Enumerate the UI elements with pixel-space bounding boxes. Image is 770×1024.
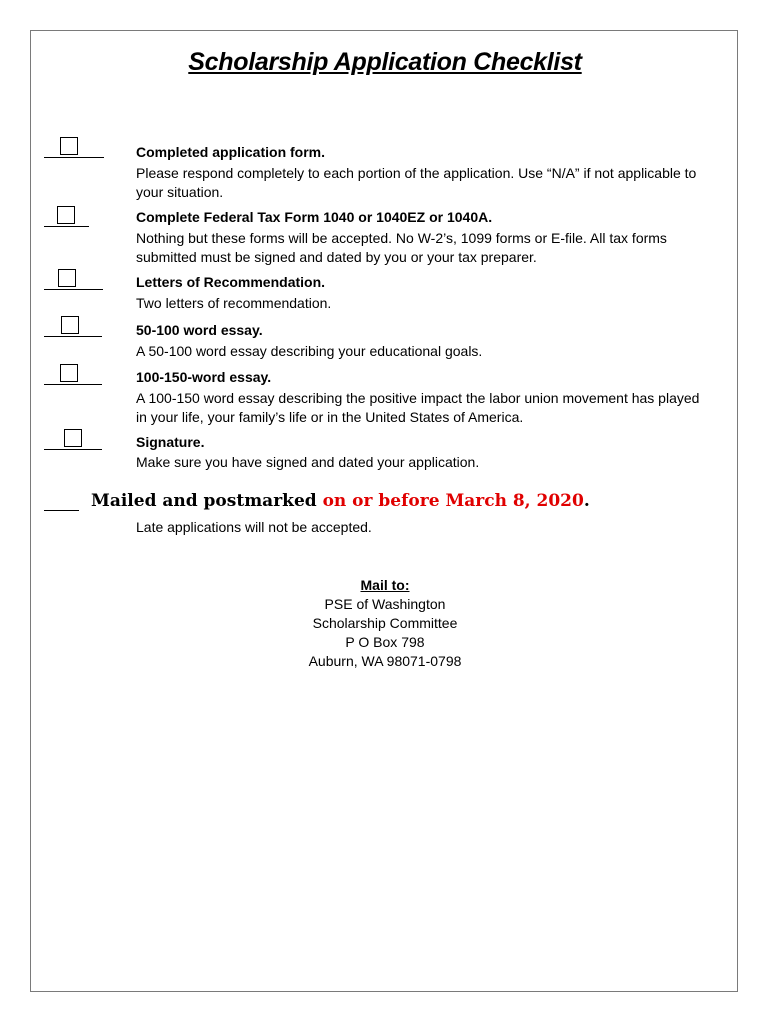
address-line: Auburn, WA 98071-0798	[308, 653, 462, 669]
mailed-statement	[91, 491, 590, 511]
item-title: Complete Federal Tax Form 1040 or 1040EZ or 1040A.	[136, 209, 493, 225]
item-title: 100-150-word essay.	[136, 369, 272, 385]
item-description: Nothing but these forms will be accepted. No W-2’s, 1099 forms or E-file. All tax forms submitted must be signed and dated by you or your tax preparer.	[136, 230, 667, 265]
item-description: Two letters of recommendation.	[136, 295, 332, 311]
address-line: PSE of Washington	[324, 596, 446, 612]
item-title: Signature.	[136, 434, 205, 450]
mailed-period: .	[583, 491, 590, 511]
checkbox[interactable]	[57, 206, 75, 224]
page-title: Scholarship Application Checklist	[188, 48, 582, 76]
mailed-checkbox-line[interactable]	[44, 510, 79, 511]
item-description: A 100-150 word essay describing the positive impact the labor union movement has played in your life, your family’s life or in the United States of America.	[136, 390, 700, 425]
mailing-address	[0, 576, 770, 671]
checkbox[interactable]	[58, 269, 76, 287]
item-description: Please respond completely to each portion of the application. Use “N/A” if not applicable to your situation.	[136, 165, 697, 200]
checkbox[interactable]	[60, 137, 78, 155]
item-description: A 50-100 word essay describing your educational goals.	[136, 343, 483, 359]
mailed-deadline: on or before March 8, 2020	[322, 491, 584, 511]
checkbox-line[interactable]	[44, 316, 102, 337]
checkbox[interactable]	[60, 364, 78, 382]
checkbox[interactable]	[64, 429, 82, 447]
address-line: Scholarship Committee	[312, 615, 458, 631]
checkbox-line[interactable]	[44, 137, 104, 158]
item-title: Letters of Recommendation.	[136, 274, 326, 290]
item-description: Make sure you have signed and dated your application.	[136, 454, 480, 470]
mail-to-heading: Mail to:	[360, 577, 410, 593]
item-title: 50-100 word essay.	[136, 322, 263, 338]
item-title: Completed application form.	[136, 144, 326, 160]
late-note: Late applications will not be accepted.	[136, 519, 372, 535]
checkbox-line[interactable]	[44, 269, 103, 290]
mailed-text: Mailed and postmarked	[91, 491, 317, 511]
checkbox-line[interactable]	[44, 364, 102, 385]
checkbox[interactable]	[61, 316, 79, 334]
address-line: P O Box 798	[345, 634, 425, 650]
checkbox-line[interactable]	[44, 429, 102, 450]
checkbox-line[interactable]	[44, 206, 89, 227]
